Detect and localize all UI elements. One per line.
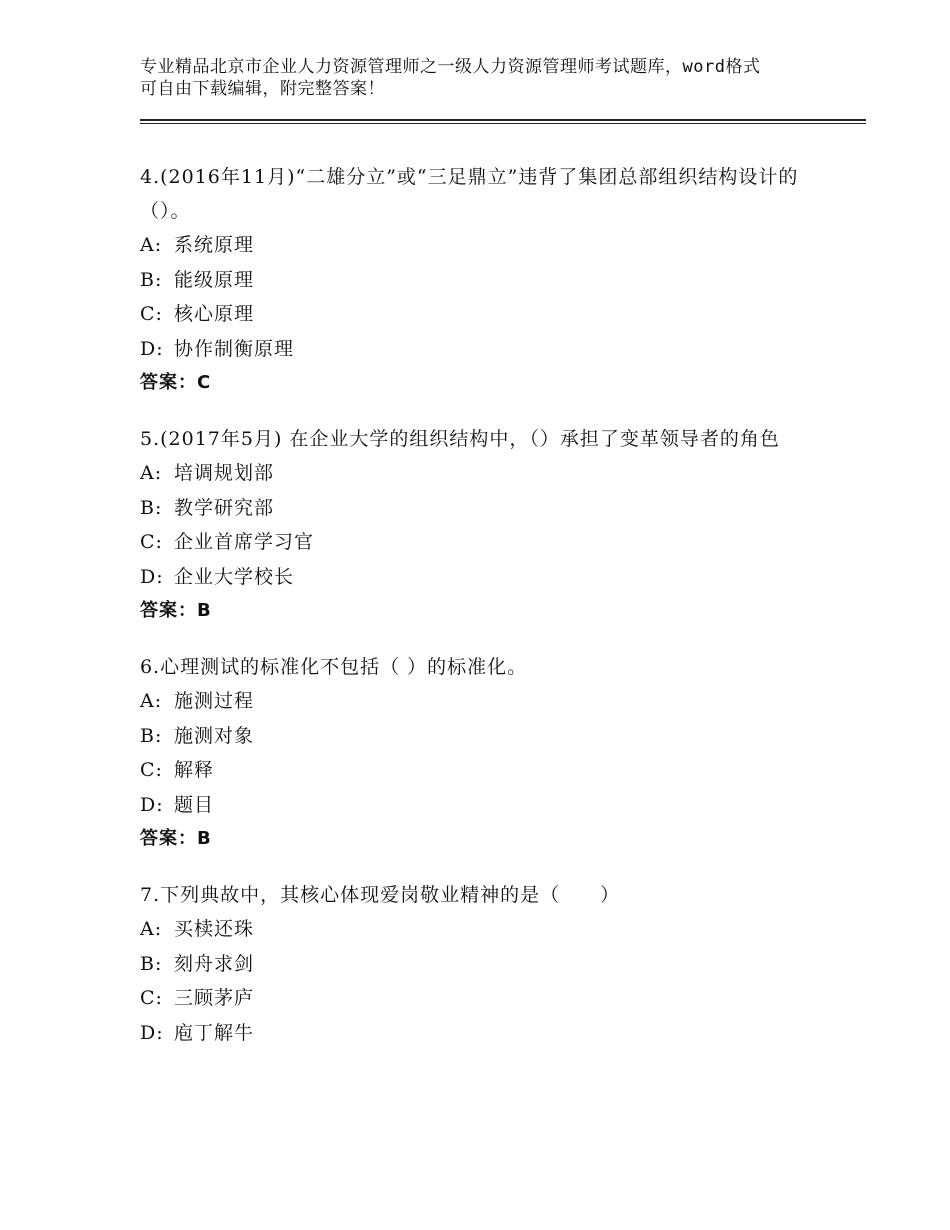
question-stem: 5.(2017年5月) 在企业大学的组织结构中，（）承担了变革领导者的角色 bbox=[140, 428, 780, 450]
option-a bbox=[140, 912, 820, 947]
option-c bbox=[140, 297, 820, 332]
option-a bbox=[140, 684, 820, 719]
header-divider-thin bbox=[140, 123, 866, 124]
option-c bbox=[140, 981, 820, 1016]
option-text: 企业大学校长 bbox=[174, 565, 295, 588]
question-5 bbox=[140, 422, 820, 628]
option-letter: A: bbox=[140, 462, 163, 484]
option-a bbox=[140, 228, 820, 263]
option-letter: A: bbox=[140, 234, 163, 256]
option-text: 三顾茅庐 bbox=[174, 987, 255, 1009]
option-text: 系统原理 bbox=[174, 234, 255, 256]
option-text: 施测过程 bbox=[174, 690, 255, 712]
option-text: 解释 bbox=[174, 759, 215, 781]
option-letter: B: bbox=[140, 952, 163, 975]
answer-value: B bbox=[197, 828, 212, 849]
option-text: 培调规划部 bbox=[174, 462, 275, 484]
option-letter: C: bbox=[140, 987, 163, 1009]
option-text: 教学研究部 bbox=[174, 496, 275, 519]
question-4 bbox=[140, 160, 820, 400]
answer-line bbox=[140, 594, 820, 628]
option-letter: D: bbox=[140, 1021, 164, 1044]
question-stem: 7.下列典故中，其核心体现爱岗敬业精神的是（ ） bbox=[140, 884, 621, 906]
option-d bbox=[140, 332, 820, 367]
option-c bbox=[140, 525, 820, 560]
option-a bbox=[140, 456, 820, 491]
answer-value: C bbox=[197, 372, 212, 393]
option-b bbox=[140, 491, 820, 526]
answer-line bbox=[140, 366, 820, 400]
option-letter: A: bbox=[140, 918, 163, 940]
option-b bbox=[140, 263, 820, 298]
option-letter: D: bbox=[140, 793, 164, 816]
option-d bbox=[140, 1016, 820, 1051]
option-text: 刻舟求剑 bbox=[174, 952, 255, 975]
option-letter: A: bbox=[140, 690, 163, 712]
option-text: 企业首席学习官 bbox=[174, 531, 315, 553]
document-header bbox=[140, 56, 840, 100]
option-letter: C: bbox=[140, 759, 163, 781]
answer-value: B bbox=[197, 600, 212, 621]
header-divider-thick bbox=[140, 119, 866, 121]
question-6 bbox=[140, 650, 820, 856]
question-stem: 6.心理测试的标准化不包括（ ）的标准化。 bbox=[140, 656, 528, 678]
option-b bbox=[140, 719, 820, 754]
header-line-1: 专业精品北京市企业人力资源管理师之一级人力资源管理师考试题库，word格式 bbox=[140, 57, 761, 77]
option-c bbox=[140, 753, 820, 788]
option-letter: B: bbox=[140, 724, 163, 747]
question-stem: 4.(2016年11月)“二雄分立”或“三足鼎立”违背了集团总部组织结构设计的（）。 bbox=[140, 166, 799, 222]
option-text: 庖丁解牛 bbox=[174, 1021, 255, 1044]
option-letter: D: bbox=[140, 337, 164, 360]
header-line-2: 可自由下载编辑，附完整答案！ bbox=[140, 79, 385, 99]
option-d bbox=[140, 560, 820, 595]
answer-label: 答案： bbox=[140, 372, 197, 393]
option-text: 能级原理 bbox=[174, 268, 255, 291]
option-d bbox=[140, 788, 820, 823]
option-text: 题目 bbox=[174, 793, 215, 816]
option-b bbox=[140, 947, 820, 982]
option-text: 施测对象 bbox=[174, 724, 255, 747]
answer-label: 答案： bbox=[140, 600, 197, 621]
option-letter: D: bbox=[140, 565, 164, 588]
option-letter: C: bbox=[140, 303, 163, 325]
option-letter: B: bbox=[140, 496, 163, 519]
question-list bbox=[140, 160, 820, 1072]
option-text: 协作制衡原理 bbox=[174, 337, 295, 360]
option-text: 核心原理 bbox=[174, 303, 255, 325]
answer-label: 答案： bbox=[140, 828, 197, 849]
question-7 bbox=[140, 878, 820, 1050]
option-letter: B: bbox=[140, 268, 163, 291]
answer-line bbox=[140, 822, 820, 856]
option-text: 买椟还珠 bbox=[174, 918, 255, 940]
option-letter: C: bbox=[140, 531, 163, 553]
